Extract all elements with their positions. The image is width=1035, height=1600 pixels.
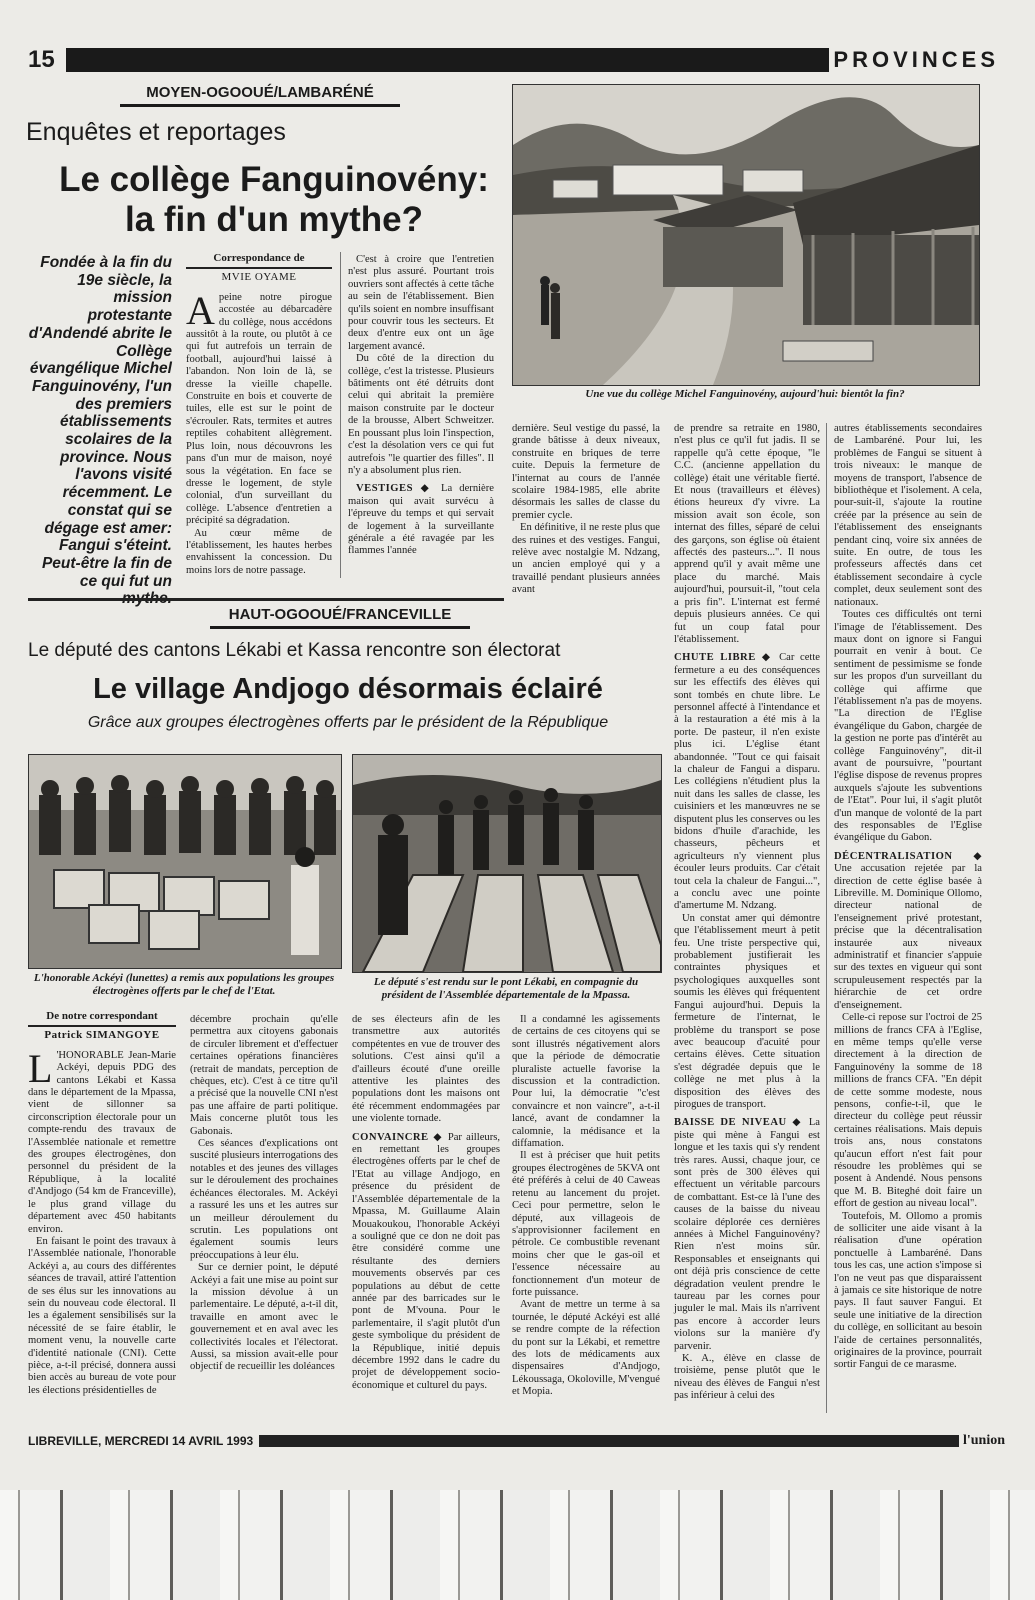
subhead-decentralisation: DÉCENTRALISATION ◆ [834,850,982,862]
subhead-baisse-niveau: BAISSE DE NIVEAU ◆ [674,1117,804,1129]
college-photo [512,84,980,386]
byline-label-2: De notre correspondant [28,1010,176,1027]
headline-line-2: la fin d'un mythe? [124,200,424,239]
article1-body-8: de prendre sa retraite en 1980, n'est plus ce qu'il fut jadis. Il se rappelle qu'à cette époque, "le C.C. (ancienne appellation du collège) était une véritable fierté. Et nous (travailleurs et élèves) étions heureux d'y vivre. La mission avait son école, son internat des filles, séparé de celui des garçons, son église où étaient affectés des pasteurs...". Il nous apprend qu'il y avait même une place du marché. Mais aujourd'hui, poursuit-il, "tout cela a pris fin". L'internat est fermé depuis plusieurs années. Ce qui fut un coup fatal pour l'établissement. [674,423,820,645]
article2-column-3 [352,1014,500,1392]
article1-column-2 [348,254,494,558]
generators-photo [28,754,342,969]
region-label-franceville: HAUT-OGOOUÉ/FRANCEVILLE [210,606,470,629]
subhead-vestiges: VESTIGES ◆ [356,483,434,495]
article1-body-1: peine notre pirogue accostée au débarcadère du collège, nous accédons aussitôt à la route, ou plutôt à ce qui fut autrefois un terrain de football, aujourd'hui laissé à l'abandon. Non loin de là, se dresse la vieille chapelle. Construite en bois et couverte de tuiles, elle est sur le point de s'écrouler. Rats, termites et autres reptiles cohabitent allègrement. Plus loin, nous découvrons les pans d'un mur de maison, noyé sous la végétation. En face se dresse le logement, de style colonial, d'un surveillant du collège. L'absence d'entretien a précipité sa dégradation. [186,291,332,527]
article2-column-4 [512,1014,660,1399]
article2-body-2: En faisant le point des travaux à l'Assemblée nationale, l'honorable Ackéyi a, au cours des différentes séances de travail, attiré l'attention de ses élus sur les innovations au sein du nouveau code électoral. Il les a également sensibilisés sur la nécessité de se faire établir, le moment venu, la nouvelle carte d'identité nationale (CNI). Cette pièce, a-t-il précisé, donnera aussi bien accès au bureau de vote pour les élections présidentielles de [28,1235,176,1396]
college-photo-caption: Une vue du collège Michel Fanguinovény, aujourd'hui: bientôt la fin? [585,388,905,400]
article2-column-1 [28,1010,176,1397]
bridge-photo-caption: Le député s'est rendu sur le pont Lékabi, en compagnie du président de l'Assemblée départementale de la Mpassa. [373,976,639,1001]
bridge-photo-image [353,755,661,972]
byline-name: MVIE OYAME [221,271,297,284]
article1-body-6: dernière. Seul vestige du passé, la grande bâtisse à deux niveaux, construite en briques de terre cuite. Depuis la fermeture de l'internat au cours de l'année scolaire 1984-1985, elle abrite désormais les salles de classe du premier cycle. [512,423,660,521]
newspaper-brand: l'union [959,1433,1005,1449]
byline-label: Correspondance de [186,252,332,269]
section-label: PROVINCES [829,47,1003,73]
article1-column-1 [186,252,332,577]
article1-body-5: La dernière maison qui avait survécu à l'épreuve du temps et qui servait de logement à la surveillante générale a été ravagée par les flammes l'année [348,483,494,557]
article-lede: Fondée à la fin du 19e siècle, la mission protestante d'Andendé abrite le Collège évangélique Michel Fanguinovény, l'un des premiers établissements scolaires de la province. Nous l'avons visité récemment. Le constat qui se dégage est amer: Fangui s'éteint. Peut-être la fin de ce qui fut un [28,254,172,590]
subhead-chute-libre: CHUTE LIBRE ◆ [674,652,774,664]
subhead-groupes: Grâce aux groupes électrogènes offerts par le président de la République [87,714,609,731]
article2-body-1: 'HONORABLE Jean-Marie Ackéyi, depuis PDG des cantons Lékabi et Kassa dans le département de la Mpassa, vient de sillonner sa circonscription électorale pour un compte-rendu des travaux de l'Assemblée nationale et remettre des groupes électrogènes, don personnel du président de la République, à la localité d'Andjogo (54 km de Franceville), le plus grand village du département avec 450 habitants environ. [28,1049,176,1235]
article1-body-2: Au cœur même de l'établissement, les hautes herbes envahissent la concession. Du moins lors de notre passage. [186,527,332,576]
dropcap-l: L [28,1045,53,1091]
article1-body-9: Car cette fermeture a eu des conséquences sur les effectifs des élèves qui sont tombés en chute libre. Le personnel affecté à l'intendance et à la restauration a été mis à la porte. De pasteur, il n'en existe plus ici. L'église étant abandonnée. "Tout ce qui faisait la chaleur de Fangui a disparu. Les collégiens n'étudient plus la nuit dans les salles de classe, les cuisiniers et les manœuvres ne se disputent plus les conserves ou les bidons d'huile d'arachide, les chasseurs, pêcheurs et agriculteurs n'y viennent plus écouler leurs produits. Car c'était tout cela la chaleur de Fangui...", a conclu avec une pointe d'amertume M. Ndzang. [674,652,821,912]
article1-body-15: Une accusation rejetée par la direction de cette église basée à Libreville. M. Dominique Ollomo, directeur national de l'enseignement privé protestant, précise que la décentralisation instaurée aux niveaux administratif et financier s'appuie sur des textes en vigueur qui sont scrupuleusement respectés par la hiérarchie de cet ordre d'enseignement. [834,863,982,1011]
article1-body-16: Celle-ci repose sur l'octroi de 25 millions de francs CFA à l'Eglise, en même temps qu'elle verse directement à la direction de Fanguinovény la somme de 18 millions de francs CFA. "En dépit de cette somme modeste, nous pensons, confie-t-il, que le directeur du collège peut réussir certaines réalisations. Mais depuis trois ans, nous constatons qu'aucun effort n'est fait pour résoudre les problèmes qui se posent à Andendé. Nous pensons que M. B. Biteghé doit faire un effort de gestion au niveau local". [834,1012,982,1210]
generators-photo-caption: L'honorable Ackéyi (lunettes) a remis aux populations les groupes électrogènes offerts par le chef de l'Etat. [33,972,335,997]
article1-column-4 [674,423,820,1403]
article1-column-3 [512,423,660,597]
article2-body-7: Par ailleurs, en remettant les groupes électrogènes offerts par le chef de l'Etat au village Andjogo, en présence du président de l'Assemblée départementale de la Mpassa, M. Guillaume Alain Mouakoukou, l'honorable Ackéyi a souligné que ce don ne doit pas être considéré comme une résultante des derniers mouvements observés par ces populations au début de cette année par des barricades sur le pont de M'vouna. Pour le parlementaire, il s'agit plutôt d'un geste symbolique du président de la République, initié depuis décembre 1992 dans le cadre du projet de développement socio-économique et culturel du pays. [352,1131,500,1391]
article1-body-17: Toutefois, M. Ollomo a promis de solliciter une aide visant à la réalisation d'une opération ponctuelle à Lambaréné. Dans tous les cas, une action s'impose si l'on ne veut pas que disparaissent à jamais ce site historique de notre pays. Il faut sauver Fangui. Et seule une initiative de la direction du collège, en sollicitant au besoin l'aide de certaines personnalités, originaires de la province, pourrait sortir Fangui de ce marasme. [834,1210,982,1371]
footer-dateline: LIBREVILLE, MERCREDI 14 AVRIL 1993 [28,1433,259,1449]
subhead-convaincre: CONVAINCRE ◆ [352,1131,444,1143]
headline-line-1: Le collège Fanguinovény: [59,160,489,199]
column-rule [826,423,827,1413]
article2-body-10: Avant de mettre un terme à sa tournée, le député Ackéyi est allé se rendre compte de la réfection du pont sur la Lékabi, et remettre des lots de médicaments aux dispensaires d'Andjogo, Lékoussaga, Okoloville, M'vengué et Mopia. [512,1299,660,1398]
headline-andjogo: Le village Andjogo désormais éclairé [93,673,603,705]
dropcap-a: A [186,287,215,333]
generators-photo-image [29,755,341,968]
college-photo-image [513,85,979,385]
article1-body-13: autres établissements secondaires de Lambaréné. Pour lui, les problèmes de Fangui se situent à trois niveaux: le manque de moyens de transport, l'absence de bibliothèque et l'isolement. A cela, pour-suit-il, s'ajoute la routine créée par la présence au sein de l'établissement des enseignants pendant cinq, voire six années de suite. En outre, de tous les professeurs affectés dans cet établissement secondaire à cycle complet, deux seulement sont des nationaux. [834,423,982,608]
column-rule [340,252,341,578]
article1-body-4: Du côté de la direction du collège, c'est la tristesse. Plusieurs bâtiments ont été détruits dont celui qui abritait la première maison construite par le docteur de la brousse, Albert Schweitzer. En poussant plus loin l'inspection, c'est la désolation vers ce qui fut autrefois "le quartier des filles". Il n'y a absolument plus rien. [348,353,494,476]
article1-body-14: Toutes ces difficultés ont terni l'image de l'établissement. Des maux dont on ignore si Fangui pourrait en venir à bout. Ce sentiment de pessimisme se fonde sur les propos d'un surveillant du collège qui affirme que l'établissement n'a pas de moyens. "La direction de l'Eglise évangélique du Gabon, chargée de la gestion ne porte pas d'intérêt au collège Fanguinovény", dit-il avant de poursuivre, "pourtant l'église dispose de revenus propres auxquels s'ajoute les subventions de l'Etat". Pour lui, il s'agit plutôt d'un manque de volonté de la part des responsables de l'Eglise évangélique du Gabon. [834,609,982,844]
article2-body-3: décembre prochain qu'elle permettra aux citoyens gabonais de circuler librement et d'effectuer certaines opérations financières (retrait de mandats, perception de chèques, etc). C'est à ce titre qu'il a précisé que la nouvelle CNI n'est pas une affaire de parti politique. Mais concerne plutôt tous les Gabonais. [190,1014,338,1137]
byline-name-2: Patrick SIMANGOYE [44,1029,160,1042]
article2-body-4: Ces séances d'explications ont suscité plusieurs interrogations des notables et des jeunes des villages sur le déroulement des prochaines échéances électorales. M. Ackéyi a rassuré les uns et les autres sur un meilleur déroulement du scrutin. Les populations ont également soumis leurs préoccupations à leur élu. [190,1138,338,1261]
article1-body-11: La piste qui mène à Fangui est longue et les taxis qui s'y rendent très rares. Aussi, chaque jour, ce sont près de 300 élèves qui effectuent un véritable parcours de combattant. Est-ce là l'une des causes de la baisse du niveau scolaire déplorée ces dernières années à Michel Fanguinovény? Rien n'est moins sûr. Responsables et enseignants qui ont déjà pris conscience de cette dégradation veulent prendre le taureau par les cornes pour juguler le mal. Mais ils n'arrivent pas encore à accorder leurs violons sur la manière d'y parvenir. [674,1117,820,1352]
article2-body-5: Sur ce dernier point, le député Ackéyi a fait une mise au point sur la mission dévolue à un parlementaire. Le député, a-t-il dit, travaille en amont avec le gouvernement et en aval avec les collectivités locales et l'électorat. Aussi, sa mission avait-elle pour objectif de recueillir les doléances [190,1262,338,1373]
article1-column-5 [834,423,982,1372]
article1-body-7: En définitive, il ne reste plus que des ruines et des vestiges. Fangui, relève avec nostalgie M. Ndzang, un ancien employé qui y a travaillé pendant plusieurs années avant [512,522,660,596]
bridge-photo [352,754,662,973]
article2-body-9: Il est à préciser que huit petits groupes électrogènes de 5KVA ont été préférés à celui de 40 Caweas retenu au lancement du projet. Ceci pour permettre, selon le député, aux villageois de s'approvisionner facilement en pétrole. Ce combustible revenant moins cher que le gas-oil et l'essence nécessaire au fonctionnement d'un moteur de forte puissance. [512,1150,660,1298]
page-number: 15 [28,47,66,73]
article2-body-8: Il a condamné les agissements de certains de ces citoyens qui se sont illustrés négativement alors que la période de démocratie pluraliste actuelle favorise la discussion et la contradiction. Pour lui, la démocratie "c'est convaincre et non vaincre", a-t-il lancé, avant de condamner la calomnie, la médisance et la diffamation. [512,1014,660,1150]
article2-body-6: de ses électeurs afin de les transmettre aux autorités compétentes en vue de trouver des solutions. C'est ainsi qu'il a d'ailleurs écouté d'une oreille attentive les plaintes des populations dont les maisons ont été récemment endommagées par une violente tornade. [352,1014,500,1125]
article1-body-12: K. A., élève en classe de troisième, pense plutôt que le niveau des élèves de Fangui n'est pas inférieur à celui des [674,1353,820,1402]
rubric-depute: Le député des cantons Lékabi et Kassa rencontre son électorat [28,640,561,661]
article-divider [28,598,504,601]
article1-body-3: C'est à croire que l'entretien n'est plus assuré. Pourtant trois ouvriers sont affectés à cette tâche au sein de l'établissement. Bien qu'ils soient en nombre insuffisant pour couvrir tous les secteurs. Et deux d'entre eux ont un âge largement avancé. [348,254,494,352]
scanner-artifact-strip [0,1490,1035,1600]
article1-body-10: Un constat amer qui démontre que l'établissement meurt à petit feu. Une triste perspective qui, probablement justifierait les contraintes physiques et psychologiques auxquelles sont soumis les élèves qui fréquentent Fangui aujourd'hui. Depuis la fermeture de l'internat, le problème du transport se pose avec beaucoup d'acuité pour certains élèves. Cette situation s'est dégradée depuis que le collège ne met plus à la disposition des élèves des pirogues de transport. [674,912,820,1110]
region-label-lambarene: MOYEN-OGOOUÉ/LAMBARÉNÉ [120,84,400,107]
rubric-enquetes: Enquêtes et reportages [26,118,286,146]
article2-column-2 [190,1014,338,1374]
